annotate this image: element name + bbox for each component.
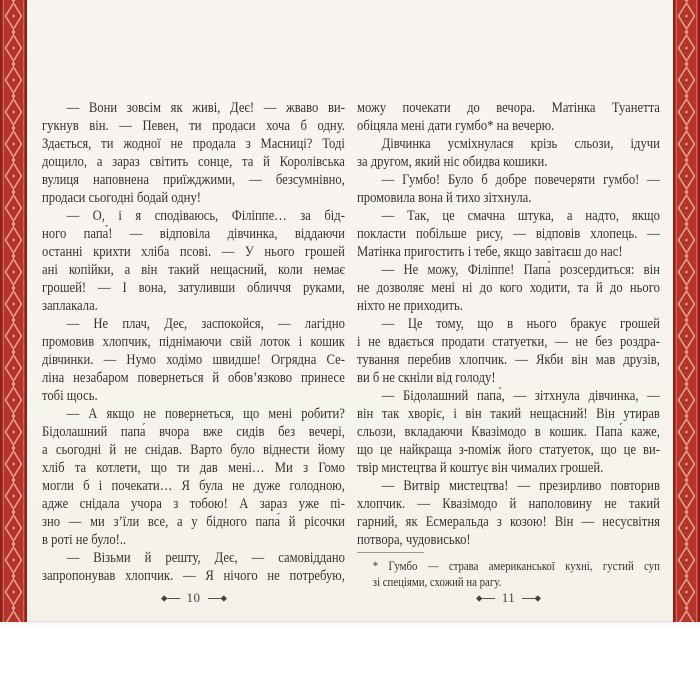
text-line: — Не плач, Деє, заспокойся, — лагідно bbox=[66, 316, 345, 332]
text-line: ви б не скніли від голоду! bbox=[357, 370, 496, 386]
page-number-text: 11 bbox=[501, 590, 516, 605]
text-line: — Бідолашний папа́, — зітхнула дівчинка, — bbox=[381, 388, 660, 404]
text-line: він так хворіє, і він такий нещасний! Він утирав bbox=[357, 406, 660, 422]
page-left-text bbox=[42, 99, 345, 585]
text-line: — Візьми й решту, Деє, — самовіддано bbox=[66, 550, 345, 566]
text-line: ного папа́! — відповіла дівчинка, віддаючи bbox=[42, 226, 345, 242]
text-line: ніхто не приходить. bbox=[357, 298, 463, 314]
text-line: адже снідала учора з тобою! А зараз уже пі- bbox=[42, 496, 345, 512]
text-line: вулиця наповнена приїжджими, — безсумнівно, bbox=[42, 172, 345, 188]
footnote bbox=[357, 552, 660, 590]
text-line: і не вдається продати статуетки, — не без роздра- bbox=[357, 334, 660, 350]
footnote-text bbox=[357, 558, 660, 590]
text-line: гарний, як Есмеральда з козою! Він — несусвітня bbox=[357, 514, 660, 530]
text-line: покласти побільше рису, — відповів хлопець. — bbox=[357, 226, 660, 242]
page-right-body bbox=[357, 99, 660, 549]
page-number-ornament-right bbox=[522, 595, 541, 602]
text-line: продаси сьогодні бодай одну! bbox=[42, 190, 201, 206]
text-line: — Гумбо! Було б добре повечеряти гумбо! — bbox=[381, 172, 660, 188]
text-line: не дозволяє мені ні до кого ходити, та й до нього bbox=[357, 280, 660, 296]
text-line: зі спеціями, схожий на рагу. bbox=[372, 575, 502, 589]
text-line: хлопчик. — Квазімодо й наполовину не такий bbox=[357, 496, 660, 512]
text-line: дівчинки. — Нумо ходімо швидше! Огрядна Се- bbox=[42, 352, 345, 368]
text-line: потвора, чудовисько! bbox=[357, 532, 471, 548]
text-line: зно — ми з’їли все, а у бідного папа́ й рісочки bbox=[42, 514, 345, 530]
text-line: можу почекати до вечора. Матінка Туанетта bbox=[357, 100, 660, 116]
text-line: за другом, який ніс обидва кошики. bbox=[357, 154, 548, 170]
text-line: Дівчинка усміхнулася крізь сльози, ідучи bbox=[381, 136, 660, 152]
page-number-ornament-left bbox=[161, 595, 180, 602]
text-line: Здається, ти жодної не продала з Масниці? Тоді bbox=[42, 136, 345, 152]
text-line: — Не можу, Філіппе! Папа́ розсердиться: він bbox=[381, 262, 660, 278]
text-line: грошей! — І вона, затуливши обличчя руками, bbox=[42, 280, 345, 296]
text-line: Бідолашний папа́ вчора вже сидів без вечері, bbox=[42, 424, 345, 440]
text-line: — Витвір мистецтва! — презирливо повторив bbox=[381, 478, 660, 494]
text-line: могли б і почекати… Я була не дуже голодною, bbox=[42, 478, 345, 494]
text-line: * Гумбо — страва американської кухні, густий суп bbox=[372, 559, 660, 573]
text-line: заплакала. bbox=[42, 298, 98, 314]
text-line: тобі щось. bbox=[42, 388, 98, 404]
text-line: обіцяла мені дати гумбо* на вечерю. bbox=[357, 118, 555, 134]
text-line: — Так, це смачна штука, а надто, якщо bbox=[381, 208, 660, 224]
text-line: ліна незабаром повернеться й обов’язково принесе bbox=[42, 370, 345, 386]
page-number-ornament-right bbox=[208, 595, 227, 602]
text-line: — Вони зовсім як живі, Деє! — жваво ви- bbox=[66, 100, 345, 116]
page-right-text bbox=[357, 99, 660, 590]
text-line: гукнув він. — Певен, ти продаси хоча б одну. bbox=[42, 118, 345, 134]
text-line: а сьогодні й не снідав. Варто було віднести йому bbox=[42, 442, 345, 458]
text-line: що це найкраща з-поміж його статуеток, що це ви- bbox=[357, 442, 660, 458]
text-line: — Це тому, що в нього бракує грошей bbox=[381, 316, 660, 332]
footnote-rule bbox=[357, 552, 424, 553]
page-number-text: 10 bbox=[186, 590, 201, 605]
text-line: — А якщо не повернеться, що мені робити? bbox=[66, 406, 345, 422]
text-line: запропонував хлопчик. — Я нічого не потребую, bbox=[42, 568, 345, 584]
text-line: промовила вона й тихо зітхнула. bbox=[357, 190, 532, 206]
text-line: сльози, вкладаючи Квазімодо в кошик. Папа́ каже, bbox=[357, 424, 660, 440]
text-line: Матінка пригостить і тебе, якщо завітаєш до нас! bbox=[357, 244, 623, 260]
text-line: хліб та котлети, що ти дав мені… Ми з Гомо bbox=[42, 460, 345, 476]
page-number-ornament-left bbox=[476, 595, 495, 602]
text-line: ані копійки, а він такий нещасний, коли немає bbox=[42, 262, 345, 278]
text-line: промовив хлопчик, піднімаючи свій лоток і кошик bbox=[42, 334, 345, 350]
text-line: твір мистецтва й коштує він чималих грошей. bbox=[357, 460, 604, 476]
text-line: дощило, а зараз світить сонце, та й Королівська bbox=[42, 154, 345, 170]
ornamental-border-left bbox=[0, 0, 27, 622]
page-number-right bbox=[357, 590, 660, 606]
text-line: тування перебив хлопчик. — Якби він мав друзів, bbox=[357, 352, 660, 368]
text-line: в роті не було!.. bbox=[42, 532, 127, 548]
text-line: — О, і я сподіваюсь, Філіппе… за бід- bbox=[66, 208, 345, 224]
ornamental-border-right bbox=[673, 0, 700, 622]
page-number-left bbox=[42, 590, 345, 606]
text-line: останні крихти хліба псові. — У нього грошей bbox=[42, 244, 345, 260]
